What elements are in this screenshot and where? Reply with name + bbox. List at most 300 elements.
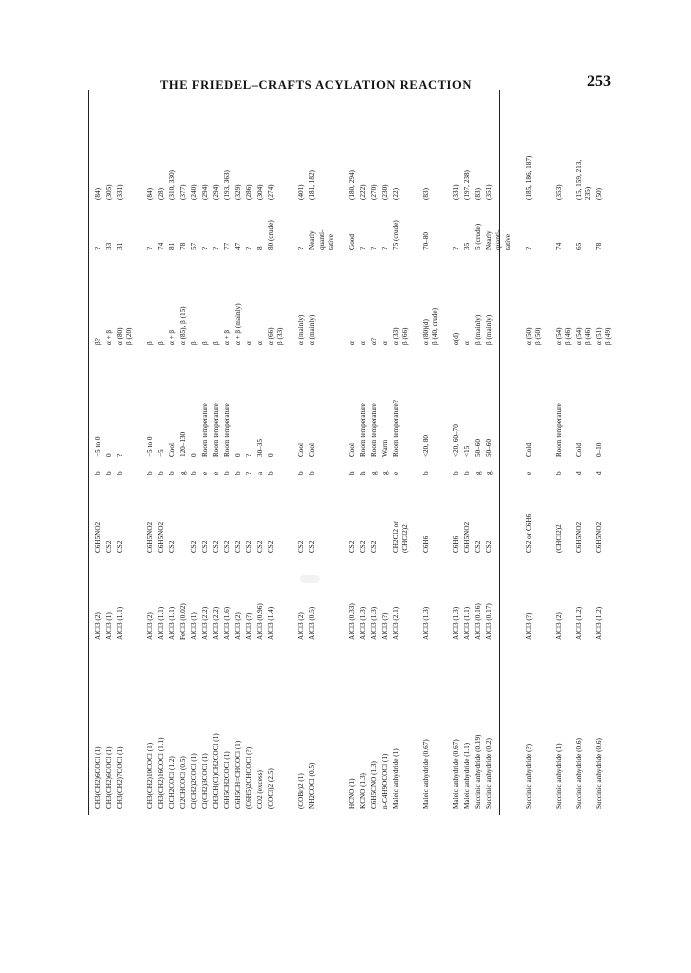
cell-line: β <box>157 341 166 345</box>
yield-cell <box>308 230 336 250</box>
cell-line: Succinic anhydride (0.6) <box>575 738 583 809</box>
cell-line: β? <box>94 338 102 345</box>
temperature-cell <box>575 443 584 457</box>
isomer-cell <box>105 330 114 345</box>
isomer-cell <box>381 341 390 345</box>
cell-line: α(d) <box>452 332 461 345</box>
cell-line: CS2 <box>245 540 254 553</box>
cell-line: n-C4H9OCOCl (1) <box>380 753 389 809</box>
cell-line: Succinic anhydride (1) <box>554 743 563 809</box>
cell-line: b <box>105 471 113 475</box>
isomer-cell <box>575 327 593 345</box>
yield-cell <box>256 246 265 250</box>
cell-line: Succinic anhydride (?) <box>524 743 533 809</box>
cell-line: b <box>452 471 461 475</box>
catalyst-cell <box>595 607 604 640</box>
cell-line: ? <box>358 246 367 250</box>
procedure-cell <box>267 471 276 475</box>
solvent-cell <box>146 522 155 553</box>
procedure-cell <box>463 471 472 475</box>
yield-cell <box>575 243 584 250</box>
cell-line: α (33) <box>391 327 400 345</box>
cell-line: AlCl3 (2) <box>94 612 102 640</box>
acylating-agent-cell <box>463 743 472 809</box>
yield-cell <box>348 234 357 250</box>
cell-line: AlCl3 (2.2) <box>212 606 221 640</box>
yield-cell <box>245 247 254 250</box>
isomer-cell <box>179 306 188 345</box>
acylating-agent-cell <box>474 735 483 809</box>
procedure-cell <box>575 471 584 475</box>
cell-line: 81 <box>168 242 177 250</box>
cell-line: AlCl3 (?) <box>245 612 254 640</box>
solvent-cell <box>256 541 265 553</box>
cell-line: β (50) <box>533 327 542 345</box>
isomer-cell <box>595 327 613 345</box>
cell-line: CS2 <box>369 540 378 553</box>
cell-line: C6H6 <box>422 535 430 553</box>
procedure-cell <box>201 472 210 475</box>
cell-line: AlCl3 (0.33) <box>347 603 356 640</box>
acylating-agent-cell <box>116 747 125 810</box>
solvent-cell <box>452 536 461 553</box>
isomer-cell <box>256 341 265 345</box>
catalyst-cell <box>555 612 564 640</box>
cell-line: 50–60 <box>485 439 494 457</box>
cell-line: NH2COCl (0.5) <box>308 762 317 809</box>
temperature-cell <box>245 454 254 457</box>
cell-line: (84) <box>146 188 155 200</box>
cell-line: h <box>358 471 367 475</box>
solvent-cell <box>223 541 232 553</box>
solvent-cell <box>474 541 483 553</box>
acylating-agent-cell <box>105 747 114 810</box>
cell-line: (185, 186, 187) <box>524 155 533 200</box>
acylating-agent-cell <box>359 773 368 809</box>
isomer-cell <box>201 341 210 345</box>
acylating-agent-cell <box>267 768 276 809</box>
cell-line: ? <box>369 246 378 250</box>
temperature-cell <box>422 435 431 457</box>
cell-line: α + β <box>168 329 177 345</box>
yield-cell <box>422 232 431 250</box>
solvent-cell <box>201 541 210 553</box>
cell-line: Room temperature <box>201 403 210 457</box>
solvent-cell <box>525 514 534 553</box>
procedure-cell <box>555 471 564 475</box>
catalyst-cell <box>234 612 243 640</box>
cell-line: (304) <box>256 184 265 200</box>
cell-line: Room temperature? <box>391 400 400 457</box>
cell-line: AlCl3 (1) <box>190 612 199 640</box>
rotated-table <box>88 90 613 815</box>
references-cell <box>348 170 357 200</box>
isomer-cell <box>94 338 103 345</box>
temperature-cell <box>105 453 114 457</box>
solvent-cell <box>463 522 472 553</box>
yield-cell <box>474 224 483 250</box>
acylating-agent-cell <box>485 738 494 809</box>
solvent-cell <box>234 541 243 553</box>
cell-line: AlCl3 (1) <box>105 612 113 640</box>
cell-line: α <box>463 341 472 345</box>
references-cell <box>474 188 483 200</box>
cell-line: CS2 <box>358 540 367 553</box>
cell-line: (401) <box>297 184 306 200</box>
procedure-cell <box>190 471 199 475</box>
cell-line: ? <box>94 246 102 250</box>
catalyst-cell <box>179 603 188 640</box>
catalyst-cell <box>359 607 368 640</box>
acylating-agent-cell <box>452 739 461 809</box>
cell-line: (294) <box>201 184 210 200</box>
cell-line: (28) <box>157 188 166 200</box>
cell-line: Succinic anhydride (0.2) <box>485 738 494 809</box>
cell-line: b <box>94 471 102 475</box>
cell-line: CH3(CH2)6COCl (1) <box>105 746 113 809</box>
cell-line: α (66) <box>267 327 276 345</box>
cell-line: b <box>554 471 563 475</box>
references-cell <box>595 188 604 200</box>
references-cell <box>234 184 243 200</box>
references-cell <box>157 188 166 200</box>
cell-line: Cold <box>524 443 533 457</box>
catalyst-cell <box>452 607 461 640</box>
procedure-cell <box>116 471 125 475</box>
catalyst-cell <box>474 603 483 640</box>
cell-line: Room temperature <box>358 403 367 457</box>
acylating-agent-cell <box>370 761 379 809</box>
references-cell <box>392 188 401 200</box>
acylating-agent-cell <box>525 744 534 809</box>
cell-line: AlCl3 (1.1) <box>157 606 166 640</box>
cell-line: b <box>168 471 177 475</box>
procedure-cell <box>245 472 254 475</box>
cell-line: 120–130 <box>179 431 188 457</box>
cell-line: (270) <box>369 184 378 200</box>
yield-cell <box>359 247 368 250</box>
cell-line: CS2 <box>234 540 243 553</box>
yield-cell <box>223 243 232 250</box>
cell-line: −5 to 0 <box>146 436 155 457</box>
cell-line: (50) <box>595 188 604 200</box>
cell-line: (286) <box>245 184 254 200</box>
cell-line: α + β (mainly) <box>234 303 243 345</box>
references-cell <box>555 184 564 200</box>
cell-line: AlCl3 (0.5) <box>308 606 317 640</box>
catalyst-cell <box>463 607 472 640</box>
isomer-cell <box>245 341 254 345</box>
isomer-cell <box>168 330 177 345</box>
isomer-cell <box>348 341 357 345</box>
yield-cell <box>94 247 103 250</box>
table-top-rule <box>88 90 89 815</box>
cell-line: C6H5NO2 <box>575 521 583 553</box>
acylating-agent-cell <box>157 738 166 809</box>
acylating-agent-cell <box>179 756 188 809</box>
cell-line: β (49) <box>604 327 613 345</box>
solvent-cell <box>348 541 357 553</box>
temperature-cell <box>308 443 317 457</box>
cell-line: CH3CH(Cl)CH2COCl (1) <box>212 733 221 809</box>
cell-line: (193, 363) <box>223 170 232 200</box>
cell-line: CS2 <box>297 540 306 553</box>
cell-line: <20, 80 <box>422 434 430 457</box>
cell-line: CS2 <box>190 540 199 553</box>
cell-line: α (50) <box>524 327 533 345</box>
cell-line: α <box>245 341 254 345</box>
cell-line: Cl(CH2)3COCl (1) <box>201 753 210 809</box>
isomer-cell <box>422 308 440 345</box>
cell-line: α (54) <box>554 327 563 345</box>
acylating-agent-cell <box>94 747 103 810</box>
isomer-cell <box>370 338 379 345</box>
temperature-cell <box>168 443 177 457</box>
cell-line: C6H5NO2 <box>595 521 604 553</box>
cell-line: CH3(CH2)16COCl (1.1) <box>157 737 166 809</box>
solvent-cell <box>105 541 114 553</box>
temperature-cell <box>381 440 390 457</box>
references-cell <box>308 170 317 200</box>
cell-line: (240) <box>190 184 199 200</box>
cell-line: α (mainly) <box>297 314 306 345</box>
isomer-cell <box>146 341 155 345</box>
cell-line: 47 <box>234 242 243 250</box>
yield-cell <box>485 230 513 250</box>
references-cell <box>201 184 210 200</box>
cell-line: β (66) <box>401 327 409 345</box>
yield-cell <box>595 243 604 250</box>
isomer-cell <box>392 327 410 345</box>
procedure-cell <box>212 472 221 475</box>
catalyst-cell <box>146 612 155 640</box>
cell-line: (351) <box>485 184 494 200</box>
isomer-cell <box>485 315 494 345</box>
cell-line: AlCl3 (2.2) <box>201 606 210 640</box>
procedure-cell <box>105 471 114 475</box>
cell-line: Room temperature <box>223 403 232 457</box>
catalyst-cell <box>168 607 177 640</box>
cell-line: e <box>524 471 533 475</box>
isomer-cell <box>463 341 472 345</box>
cell-line: (C6H5)2CHCOCl (?) <box>245 746 254 809</box>
cell-line: AlCl3 (0.17) <box>485 603 494 640</box>
yield-cell <box>381 247 390 250</box>
cell-line: 78 <box>595 242 604 250</box>
acylating-agent-cell <box>168 756 177 809</box>
isomer-cell <box>234 303 243 345</box>
cell-line: 74 <box>554 242 563 250</box>
yield-cell <box>234 243 243 250</box>
references-cell <box>381 184 390 200</box>
catalyst-cell <box>105 612 114 640</box>
cell-line: β (40, crude) <box>431 308 440 345</box>
cell-line: <15 <box>463 445 472 457</box>
cell-line: Cool <box>347 443 356 457</box>
cell-line: C6H5NO2 <box>157 521 166 553</box>
acylating-agent-cell <box>245 747 254 809</box>
isomer-cell <box>297 315 306 345</box>
cell-line: β (46) <box>564 327 572 345</box>
temperature-cell <box>157 449 166 457</box>
cell-line: 33 <box>105 242 113 250</box>
cell-line: CS2 <box>116 540 124 553</box>
cell-line: α + β <box>223 329 232 345</box>
cell-line: g <box>179 471 188 475</box>
temperature-cell <box>555 403 564 457</box>
yield-cell <box>116 243 125 250</box>
catalyst-cell <box>525 613 534 640</box>
cell-line: 31 <box>116 242 124 250</box>
cell-line: AlCl3 (1.1) <box>116 606 124 640</box>
cell-line: ? <box>116 453 124 457</box>
solvent-cell <box>116 541 125 553</box>
cell-line: Succinic anhydride (0.19) <box>474 734 483 809</box>
cell-line: −5 to 0 <box>94 436 102 457</box>
cell-line: CS2 <box>347 540 356 553</box>
isomer-cell <box>308 315 317 345</box>
temperature-cell <box>212 403 221 457</box>
cell-line: β <box>146 341 155 345</box>
references-cell <box>212 184 221 200</box>
isomer-cell <box>212 341 221 345</box>
cell-line: 0 <box>234 453 243 457</box>
cell-line: quanti- <box>317 229 326 250</box>
cell-line: Cool <box>308 443 317 457</box>
procedure-cell <box>452 471 461 475</box>
cell-line: (197, 238) <box>463 170 472 200</box>
cell-line: C6H5NO2 <box>146 521 155 553</box>
procedure-cell <box>297 471 306 475</box>
cell-line: 65 <box>575 242 583 250</box>
cell-line: AlCl3 (1.2) <box>595 606 604 640</box>
solvent-cell <box>212 541 221 553</box>
cell-line: 30–35 <box>256 439 265 457</box>
cell-line: ? <box>297 246 306 250</box>
temperature-cell <box>201 403 210 457</box>
cell-line: C6H5CH2COCl (1) <box>223 751 232 809</box>
cell-line: α <box>347 341 356 345</box>
cell-line: AlCl3 (1.4) <box>267 606 276 640</box>
running-title: THE FRIEDEL–CRAFTS ACYLATION REACTION <box>160 78 472 92</box>
yield-cell <box>201 247 210 250</box>
yield-cell <box>105 243 114 250</box>
yield-cell <box>463 243 472 250</box>
solvent-cell <box>297 541 306 553</box>
cell-line: Warm <box>380 439 389 457</box>
cell-line: ? <box>524 246 533 250</box>
cell-line: ClCH2COCl (1.2) <box>168 756 177 809</box>
yield-cell <box>179 243 188 250</box>
solvent-cell <box>245 541 254 553</box>
cell-line: AlCl3 (1.1) <box>463 606 472 640</box>
solvent-cell <box>157 522 166 553</box>
cell-line: α (54) <box>575 327 583 345</box>
cell-line: α (80)(d) <box>422 319 430 345</box>
cell-line: (230) <box>380 184 389 200</box>
temperature-cell <box>392 400 401 457</box>
cell-line: AlCl3 (2.1) <box>391 606 400 640</box>
cell-line: b <box>422 471 430 475</box>
isomer-cell <box>525 327 543 345</box>
catalyst-cell <box>157 607 166 640</box>
cell-line: β <box>212 341 221 345</box>
cell-line: 75 (crude) <box>391 220 400 250</box>
cell-line: e <box>201 471 210 475</box>
cell-line: α? <box>369 338 378 345</box>
cell-line: (331) <box>452 184 461 200</box>
temperature-cell <box>348 443 357 457</box>
cell-line: 0 <box>105 453 113 457</box>
acylating-agent-cell <box>555 744 564 809</box>
catalyst-cell <box>94 612 103 640</box>
references-cell <box>359 184 368 200</box>
procedure-cell <box>348 471 357 475</box>
isomer-cell <box>359 341 368 345</box>
cell-line: b <box>234 471 243 475</box>
temperature-cell <box>297 443 306 457</box>
cell-line: (181, 182) <box>308 170 317 200</box>
catalyst-cell <box>267 607 276 640</box>
cell-line: Maleic anhydride (1) <box>391 748 400 809</box>
catalyst-cell <box>212 607 221 640</box>
solvent-cell <box>359 541 368 553</box>
procedure-cell <box>168 471 177 475</box>
procedure-cell <box>359 471 368 475</box>
cell-line: CH3(CH2)6COCl (1) <box>94 746 102 809</box>
cell-line: b <box>223 471 232 475</box>
yield-cell <box>157 243 166 250</box>
cell-line: Cool <box>168 443 177 457</box>
procedure-cell <box>422 471 431 475</box>
cell-line: g <box>369 471 378 475</box>
cell-line: Cold <box>575 443 583 457</box>
cell-line: Maleic anhydride (0.67) <box>452 739 461 809</box>
cell-line: AlCl3 (?) <box>524 612 533 640</box>
catalyst-cell <box>348 603 357 640</box>
cell-line: (83) <box>474 188 483 200</box>
cell-line: C6H5CNO (1.3) <box>369 761 378 809</box>
cell-line: β (33) <box>276 327 285 345</box>
cell-line: (83) <box>422 188 430 200</box>
temperature-cell <box>452 424 461 457</box>
procedure-cell <box>157 471 166 475</box>
cell-line: (84) <box>94 188 102 200</box>
cell-line: ? <box>380 246 389 250</box>
cell-line: Succinic anhydride (0.6) <box>595 738 604 809</box>
yield-cell <box>212 247 221 250</box>
cell-line: (180, 294) <box>347 170 356 200</box>
isomer-cell <box>157 341 166 345</box>
cell-line: −5 <box>157 449 166 457</box>
cell-line: α (85), β (15) <box>179 306 188 345</box>
cell-line: ? <box>245 246 254 250</box>
procedure-cell <box>256 472 265 475</box>
yield-cell <box>555 243 564 250</box>
cell-line: d <box>575 471 583 475</box>
temperature-cell <box>256 439 265 457</box>
isomer-cell <box>223 330 232 345</box>
cell-line: (22) <box>391 188 400 200</box>
cell-line: 74 <box>157 242 166 250</box>
cell-line: CS2 <box>212 540 221 553</box>
catalyst-cell <box>392 607 401 640</box>
yield-cell <box>168 243 177 250</box>
cell-line: <20, 60–70 <box>452 424 461 457</box>
catalyst-cell <box>381 613 390 640</box>
cell-line: 35 <box>463 242 472 250</box>
cell-line: KCNO (1.3) <box>358 773 367 809</box>
